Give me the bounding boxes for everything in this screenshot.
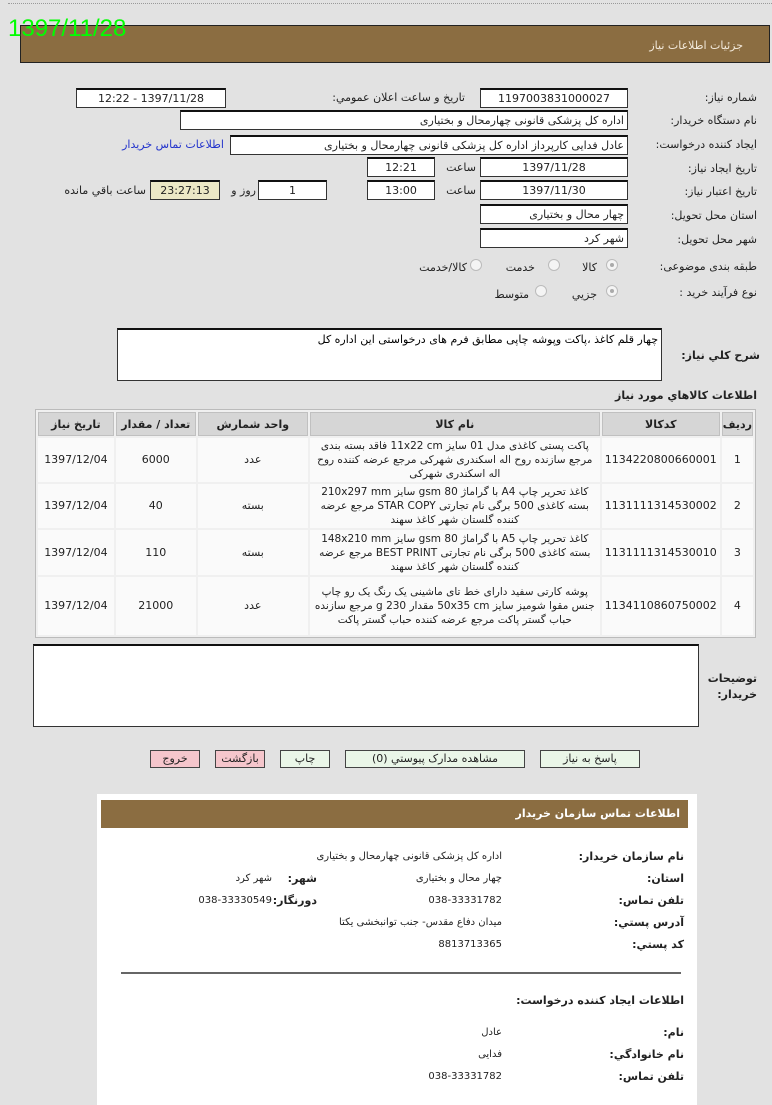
item-name: پاکت پستی کاغذی مدل 01 سایز 11x22 cm فاقد بسته بندی مرجع سازنده روح اله اسکندری شهرکی مرجع عرضه کننده روح اله اسکندری شهرکی <box>310 438 600 482</box>
category-radio-service[interactable] <box>548 259 560 271</box>
back-button[interactable]: بازگشت <box>215 750 265 768</box>
description-textarea[interactable] <box>117 328 662 381</box>
need-date: 1397/12/04 <box>38 530 114 575</box>
created-date-field[interactable]: 1397/11/28 <box>480 157 628 177</box>
exit-button[interactable]: خروج <box>150 750 200 768</box>
quantity: 110 <box>116 530 196 575</box>
creator-phone-label: تلفن تماس: <box>618 1070 684 1083</box>
contact-divider <box>121 972 681 974</box>
creator-section-title: اطلاعات ايجاد کننده درخواست: <box>516 994 684 1007</box>
buyer-contact-link[interactable]: اطلاعات تماس خريدار <box>122 138 224 151</box>
unit: بسته <box>198 530 308 575</box>
row-number: 1 <box>722 438 753 482</box>
need-date: 1397/12/04 <box>38 438 114 482</box>
row-number: 3 <box>722 530 753 575</box>
purchase-radio-medium[interactable] <box>535 285 547 297</box>
days-field[interactable]: 1 <box>258 180 327 200</box>
address-value: میدان دفاع مقدس- جنب توانبخشی یکتا <box>339 917 502 928</box>
remaining-label: ساعت باقي مانده <box>64 184 146 197</box>
need-date: 1397/12/04 <box>38 577 114 635</box>
quantity: 21000 <box>116 577 196 635</box>
announce-label: تاريخ و ساعت اعلان عمومي: <box>332 91 465 104</box>
category-option-both: کالا/خدمت <box>419 261 467 274</box>
category-radio-both[interactable] <box>470 259 482 271</box>
org-label: نام سازمان خريدار: <box>578 850 684 863</box>
family-value: فدایی <box>478 1049 502 1060</box>
city-label: شهر: <box>287 872 317 885</box>
category-label: طبقه بندی موضوعی: <box>659 260 757 273</box>
quantity: 6000 <box>116 438 196 482</box>
purchase-radio-minor[interactable] <box>606 285 618 297</box>
unit: عدد <box>198 577 308 635</box>
col-code: کدکالا <box>602 412 720 436</box>
creator-label: ايجاد کننده درخواست: <box>655 138 757 151</box>
row-number: 4 <box>722 577 753 635</box>
valid-time-label: ساعت <box>446 184 476 197</box>
unit: عدد <box>198 438 308 482</box>
valid-date-label: تاريخ اعتبار نياز: <box>684 185 757 198</box>
family-label: نام خانوادگي: <box>609 1048 684 1061</box>
item-name: کاغذ تحریر چاپ A5 با گراماژ 80 gsm سایز 148x210 mm بسته کاغذی 500 برگی نام تجارتی BEST PRINT مرجع عرضه کننده گلستان شهر کاغذ سهند <box>310 530 600 575</box>
province-label: استان: <box>647 872 684 885</box>
col-date: تاريخ نياز <box>38 412 114 436</box>
creator-phone-value: 038-33331782 <box>428 1071 502 1082</box>
announce-field[interactable]: 1397/11/28 - 12:22 <box>76 88 226 108</box>
phone-label: تلفن تماس: <box>618 894 684 907</box>
fax-value: 038-33330549 <box>198 895 272 906</box>
item-code: 1134220800660001 <box>602 438 720 482</box>
valid-time-field[interactable]: 13:00 <box>367 180 435 200</box>
phone-value: 038-33331782 <box>428 895 502 906</box>
notes-label: توضيحات خريدار: <box>707 672 757 701</box>
city-value: شهر کرد <box>235 873 272 884</box>
province-label: استان محل تحويل: <box>670 209 757 222</box>
valid-date-field[interactable]: 1397/11/30 <box>480 180 628 200</box>
col-row: رديف <box>722 412 753 436</box>
table-row <box>38 577 753 635</box>
row-number: 2 <box>722 484 753 528</box>
buyer-notes-textarea[interactable] <box>33 644 699 727</box>
city-field[interactable]: شهر کرد <box>480 228 628 248</box>
city-label: شهر محل تحويل: <box>677 233 757 246</box>
date-overlay: 1397/11/28 <box>8 15 127 42</box>
items-table <box>35 409 756 638</box>
purchase-option-medium: متوسط <box>494 288 529 301</box>
purchase-option-minor: جزيي <box>571 288 597 301</box>
days-label: روز و <box>231 184 256 197</box>
purchase-type-label: نوع فرآيند خريد : <box>679 286 757 299</box>
created-date-label: تاريخ ايجاد نياز: <box>687 162 757 175</box>
unit: بسته <box>198 484 308 528</box>
page-title: جزئيات اطلاعات نياز <box>649 39 743 52</box>
page-header <box>20 25 770 63</box>
need-date: 1397/12/04 <box>38 484 114 528</box>
province-value: چهار محال و بختیاری <box>415 873 502 884</box>
category-option-goods: کالا <box>582 261 597 274</box>
address-label: آدرس پستي: <box>613 916 684 929</box>
item-name: پوشه کارتی سفید دارای خط تای ماشینی یک رنگ یک رو چاپ جنس مقوا شومیز سایز 50x35 cm مقدار 230 g مرجع سازنده حباب گستر پاکت مرجع عرضه کننده حباب گستر پاکت <box>310 577 600 635</box>
province-field[interactable]: چهار محال و بختیاری <box>480 204 628 224</box>
item-name: کاغذ تحریر چاپ A4 با گراماژ 80 gsm سایز 210x297 mm بسته کاغذی 500 برگی نام تجارتی STAR COPY مرجع عرضه کننده گلستان شهر کاغذ سهند <box>310 484 600 528</box>
col-unit: واحد شمارش <box>198 412 308 436</box>
print-button[interactable]: چاپ <box>280 750 330 768</box>
creator-field[interactable]: عادل فدایی کارپرداز اداره کل پزشکی قانونی چهارمحال و بختیاری <box>230 135 628 155</box>
description-label: شرح کلي نياز: <box>681 349 760 362</box>
top-divider <box>8 3 772 4</box>
attachments-button[interactable]: مشاهده مدارک پيوستي (0) <box>345 750 525 768</box>
postal-value: 8813713365 <box>438 939 502 950</box>
fax-label: دورنگار: <box>272 894 317 907</box>
quantity: 40 <box>116 484 196 528</box>
col-qty: تعداد / مقدار <box>116 412 196 436</box>
postal-label: کد پستي: <box>632 938 684 951</box>
name-label: نام: <box>663 1026 684 1039</box>
reply-button[interactable]: پاسخ به نياز <box>540 750 640 768</box>
org-value: اداره کل پزشکی قانونی چهارمحال و بختیاری <box>316 851 502 862</box>
created-time-label: ساعت <box>446 161 476 174</box>
col-name: نام کالا <box>310 412 600 436</box>
buyer-label: نام دستگاه خريدار: <box>670 114 757 127</box>
name-value: عادل <box>481 1027 502 1038</box>
need-number-label: شماره نياز: <box>704 91 757 104</box>
buyer-contact-panel <box>97 794 697 1105</box>
item-code: 1131111314530002 <box>602 484 720 528</box>
buyer-field[interactable]: اداره کل پزشکی قانونی چهارمحال و بختیاری <box>180 110 628 130</box>
table-row <box>38 484 753 528</box>
item-code: 1131111314530010 <box>602 530 720 575</box>
category-radio-goods[interactable] <box>606 259 618 271</box>
need-number-field[interactable]: 1197003831000027 <box>480 88 628 108</box>
table-row <box>38 438 753 482</box>
table-row <box>38 530 753 575</box>
created-time-field[interactable]: 12:21 <box>367 157 435 177</box>
item-code: 1134110860750002 <box>602 577 720 635</box>
category-option-service: خدمت <box>505 261 535 274</box>
remaining-time-field: 23:27:13 <box>150 180 220 200</box>
contact-panel-title: اطلاعات تماس سازمان خريدار <box>101 800 688 828</box>
items-section-title: اطلاعات کالاهاي مورد نياز <box>615 389 757 402</box>
